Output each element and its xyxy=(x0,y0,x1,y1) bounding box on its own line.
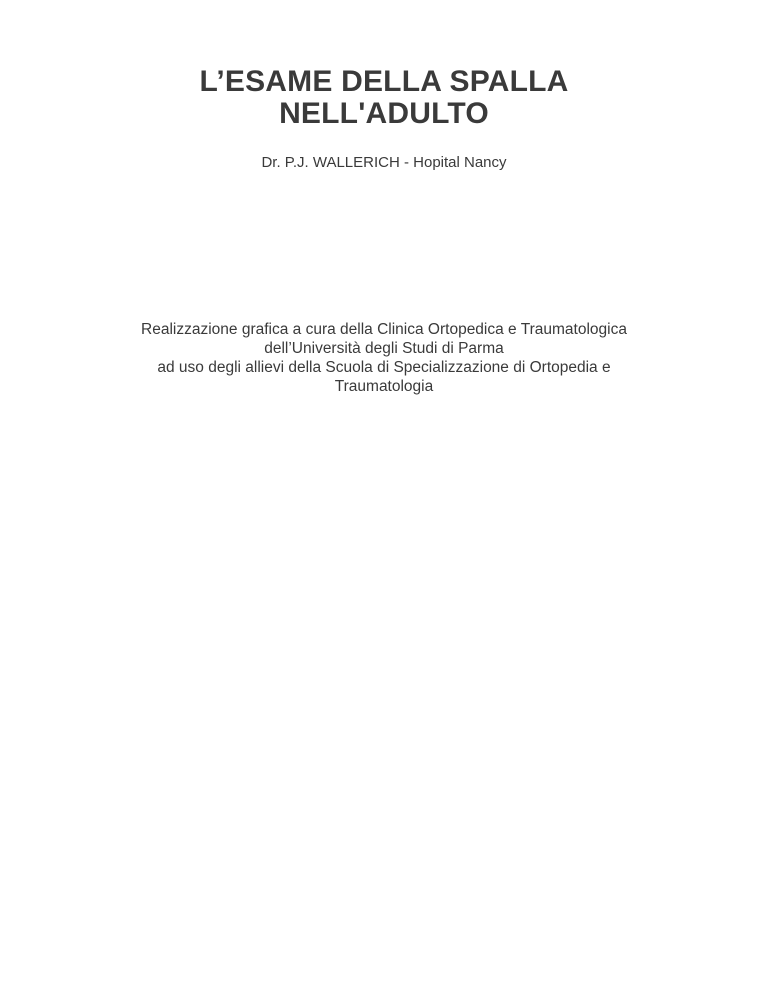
credits-line-1: Realizzazione grafica a cura della Clinica Ortopedica e Traumatologica xyxy=(141,321,627,338)
author-line: Dr. P.J. WALLERICH - Hopital Nancy xyxy=(261,154,507,171)
title-line-1: L’ESAME DELLA SPALLA xyxy=(199,65,569,98)
title-line-2: NELL'ADULTO xyxy=(279,97,489,130)
credits-block xyxy=(0,320,768,396)
credits-line-4: Traumatologia xyxy=(334,378,434,395)
credits-line-2: dell’Università degli Studi di Parma xyxy=(264,340,504,357)
credits-line-3: ad uso degli allievi della Scuola di Specializzazione di Ortopedia e xyxy=(157,359,611,376)
document-title xyxy=(0,66,768,130)
